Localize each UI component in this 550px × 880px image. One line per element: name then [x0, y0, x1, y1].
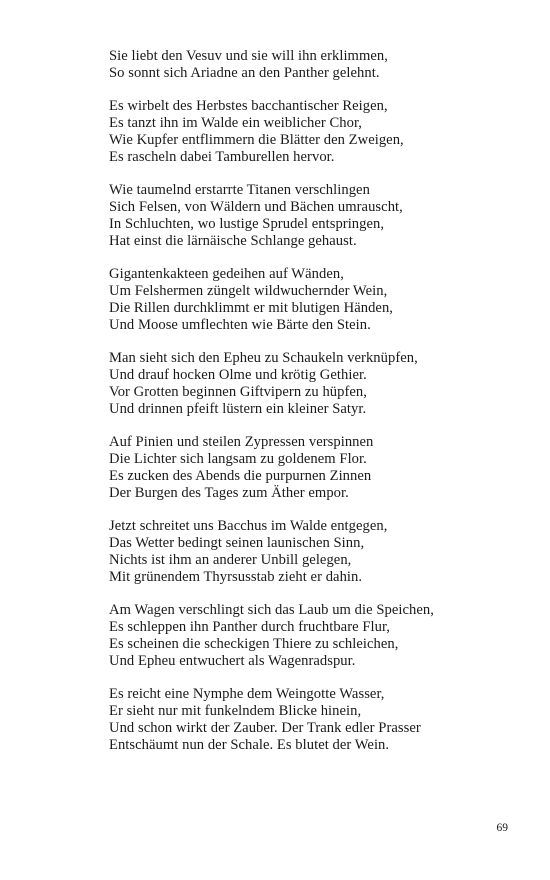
stanza-6 [109, 434, 529, 502]
poem-line: Sich Felsen, von Wäldern und Bächen umrauscht, [109, 199, 403, 215]
stanza-9 [109, 686, 529, 754]
poem-line: Hat einst die lärnäische Schlange gehaust. [109, 233, 357, 249]
poem-line: Um Felshermen züngelt wildwuchernder Wein, [109, 283, 388, 299]
poem-line: Vor Grotten beginnen Giftvipern zu hüpfen, [109, 384, 367, 400]
poem-line: Es tanzt ihn im Walde ein weiblicher Chor, [109, 115, 362, 131]
poem-line: Es scheinen die scheckigen Thiere zu schleichen, [109, 636, 399, 652]
poem-line: Und drinnen pfeift lüstern ein kleiner Satyr. [109, 401, 367, 417]
stanza-8 [109, 602, 529, 670]
poem-line: Die Rillen durchklimmt er mit blutigen Händen, [109, 300, 393, 316]
poem-line: Es reicht eine Nymphe dem Weingotte Wasser, [109, 686, 385, 702]
poem-line: Mit grünendem Thyrsusstab zieht er dahin. [109, 569, 363, 585]
poem-line: Und schon wirkt der Zauber. Der Trank edler Prasser [109, 720, 421, 736]
page-number: 69 [496, 822, 508, 834]
poem-line: Entschäumt nun der Schale. Es blutet der Wein. [109, 737, 390, 753]
poem-line: Und drauf hocken Olme und krötig Gethier. [109, 367, 367, 383]
poem-line: Das Wetter bedingt seinen launischen Sinn, [109, 535, 365, 551]
stanza-3 [109, 182, 529, 250]
poem-line: Es rascheln dabei Tamburellen hervor. [109, 149, 335, 165]
poem-line: Gigantenkakteen gedeihen auf Wänden, [109, 266, 344, 282]
poem-body [109, 48, 529, 770]
poem-line: So sonnt sich Ariadne an den Panther gelehnt. [109, 65, 380, 81]
poem-line: Es schleppen ihn Panther durch fruchtbare Flur, [109, 619, 390, 635]
poem-line: Am Wagen verschlingt sich das Laub um die Speichen, [109, 602, 434, 618]
poem-line: Wie Kupfer entflimmern die Blätter den Zweigen, [109, 132, 404, 148]
stanza-4 [109, 266, 529, 334]
stanza-7 [109, 518, 529, 586]
poem-line: Sie liebt den Vesuv und sie will ihn erklimmen, [109, 48, 388, 64]
poem-line: Er sieht nur mit funkelndem Blicke hinein, [109, 703, 362, 719]
stanza-2 [109, 98, 529, 166]
poem-line: Und Epheu entwuchert als Wagenradspur. [109, 653, 356, 669]
poem-line: Nichts ist ihm an anderer Unbill gelegen, [109, 552, 352, 568]
poem-line: In Schluchten, wo lustige Sprudel entspringen, [109, 216, 385, 232]
poem-line: Auf Pinien und steilen Zypressen verspinnen [109, 434, 374, 450]
poem-line: Es wirbelt des Herbstes bacchantischer Reigen, [109, 98, 388, 114]
poem-line: Man sieht sich den Epheu zu Schaukeln verknüpfen, [109, 350, 418, 366]
poem-line: Und Moose umflechten wie Bärte den Stein. [109, 317, 371, 333]
poem-line: Der Burgen des Tages zum Äther empor. [109, 485, 349, 501]
poem-line: Wie taumelnd erstarrte Titanen verschlingen [109, 182, 370, 198]
stanza-5 [109, 350, 529, 418]
poem-line: Jetzt schreitet uns Bacchus im Walde entgegen, [109, 518, 388, 534]
stanza-1 [109, 48, 529, 82]
poem-line: Es zucken des Abends die purpurnen Zinnen [109, 468, 372, 484]
poem-line: Die Lichter sich langsam zu goldenem Flor. [109, 451, 367, 467]
